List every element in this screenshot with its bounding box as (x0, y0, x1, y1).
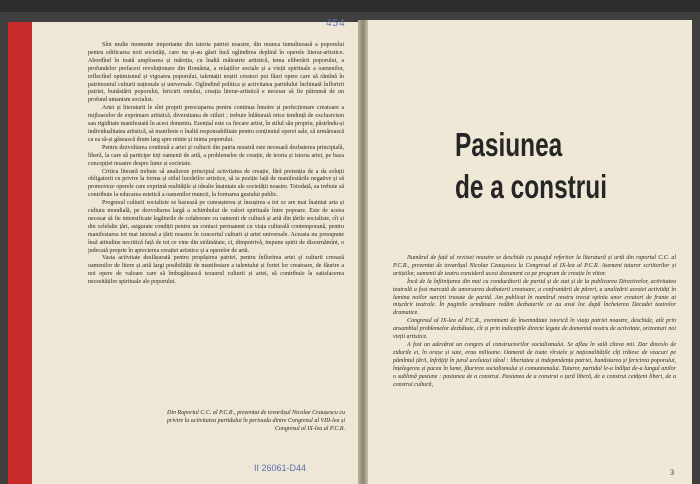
page-number: 3 (670, 468, 674, 477)
paragraph: Numărul de față al revistei noastre se deschide cu pasajul referitor la literatură și artă din raportul C.C. al P.C.R., prezentat de tovarășul Nicolae Ceaușescu la Congresul al IX-lea al P.C.R. Asemeni tuturor scriitorilor și artiștilor, oamenii de teatru consideră acest document ca pe program de creație în viitor. (393, 255, 676, 277)
article-title (455, 124, 607, 208)
paragraph: Pentru dezvoltarea continuă a artei și culturii din patria noastră este necesară dezbaterea principială, liberă, la care să participe toți oamenii de artă, a problemelor de creație, de teoria și istoria artei, pe baza concepției noastre despre lume și societate. (88, 144, 344, 167)
paragraph: Artei și literaturii le sînt proprii preocupareа pentru continua înnoire și perfecționare creatoare a mijloacelor de exprimare artistică, diversitatea de stiluri ; trebuie înlăturată orice tendință de exclusivism sau rigiditate manifestată în acest domeniu. Esențial este ca fiecare artist, în stilul său propriu, păstrîndu-și individualitatea artistică, să manifeste o înaltă responsabilitate pentru conținutul operei sale, să urmărească ca ea să-și găsească drum larg spre minte și inima poporului. (88, 105, 344, 143)
handwritten-mark-bottom: II 26061-D44 (254, 463, 307, 473)
handwritten-mark-top: 454 (326, 18, 346, 29)
source-attribution: Din Raportul C.C. al P.C.R., prezentat de tovarășul Nicolae Ceaușescu cu privire la activitatea partidului în perioada dintre Congresul al VIII-lea și Congresul al IX-lea al P.C.R. (167, 410, 345, 432)
paragraph: Progresul culturii socialiste se bazează pe cunoașterea și însușirea a tot ce are mai înaintat arta și cultura mondială, pe dezvoltarea largă a schimbului de valori spirituale între popoare. Este de aceea necesar să fie intensificate legăturile de colaborare cu oamenii de cultură și artă din țările socialiste, cît și din celelalte țări, asigurate condiții pentru un contact permanent cu viața culturală contemporană, pentru manifestarea tot mai intensă a țării noastre în concertul culturii și artei universale. Aceasta nu presupune însă atitudine necritică față de tot ce vine din străinătate, ci, dimpotrivă, impune spirit de discernămînt, o judecată proprie în aprecierea creației artistice și a operelor de artă. (88, 200, 344, 254)
paragraph: Critica literară trebuie să analizeze principial activitatea de creație, fără pretenția de a da soluții obligatorii cu privire la forma și stilul lucrărilor artistice, să ia poziție față de manifestările negative și să promoveze operele care exprimă realitățile și idealie înaintate ale societății noastre. Totodată, ea trebuie să contribuie la educarea estetică a oamenilor muncii, la formarea gustului public. (88, 168, 344, 199)
left-page-text (88, 42, 344, 287)
right-page (366, 20, 692, 484)
paragraph: A fost un adevărat un congres al constructorilor socialismului. Se aflau în sală cîteva mii. Dar dincolo de zidurile ei, în orașe și sate, erau milioane. Oamenii de toate vîrstele și naționalitățile cîți trăiesc de veacuri pe pămîntul țării, înfrățiți în jurul aceluiași ideal : libertatea și independența patriei, bunăstarea și fericirea poporului, înțelegerea și pacea în lume, făurirea socialismului și comunismului. Tuturor, partidul le-a înălțat de-a lungul anilor o sublimă pasiune : pasiunea de a construi. Pasiunea de a construi o țară liberă, de a construi cetățeni liberi, de a construi cultură, (393, 341, 676, 388)
paragraph: Sînt multe momente importante din istoria patriei noastre, din munca tumultuoasă a poporului pentru edificarea noii societăți, care nu și-au găsit încă oglindirea deplină în operele literar-artistice. Abordînd în toată amploarea și măreția, cu înaltă măiestrie artistică, tema eliberării poporului, a profundelor prefaceri revoluționare din România, a relațiilor sociale și a vieții spirituale a oamenilor, reflectînd optimismul și vigoarea poporului, talentații noștri creatori pot făuri opere care să rămînă în patrimoniul culturii naționale și universale. Oglindind politica și activitatea partidului închinată înfloririi patriei, bunăstării poporului, fericirii omului, creația literar-artistică e necesar să fie pătrunsă de un profund umanism socialist. (88, 42, 344, 104)
paragraph: Vasta activitate desfășurată pentru propășirea patriei, pentru înflorirea artei și culturii creează oamenilor de litere și artă largi posibilități de manifestare a talentului și fortei lor creatoare, de făurire a noi opere de valoare care să îmbogățească tezaurul culturii și artei, să contribuie la satisfacerea necesităților spirituale ale poporului. (88, 255, 344, 286)
scanner-top-strip (0, 0, 700, 12)
paragraph: Încă de la înfiinițarea din mai cu conducătorii de partid și de stat și de la publicarea Directivelor, activitatea teatrală a fost marcată de amorsarea dezbaterii creatoare, a confruntării de păreri, a analizării acestei activități în lumina noilor sarcini trasate de partid. Am publicat în numărul nostru trecut opinia unor creatori de frunte ai mișcării teatrale. În paginile următoare redăm dezbaterile ce au avut loc după încheierea Decadei teatrelor dramatice. (393, 278, 676, 317)
title-line-1: Pasiunea (455, 126, 563, 163)
book-gutter (358, 20, 368, 484)
title-line-2: de a construi (455, 168, 607, 205)
paragraph: Congresul al IX-lea al P.C.R., eveniment de însemnătate istorică în viața patriei noastre, deschide, atît prin ansamblul problemelor dezbătute, cît și prin indicațiile directe legate de domeniul nostru de activitate, orizonturi noi vieții artistice. (393, 318, 676, 341)
right-page-text (393, 255, 676, 389)
